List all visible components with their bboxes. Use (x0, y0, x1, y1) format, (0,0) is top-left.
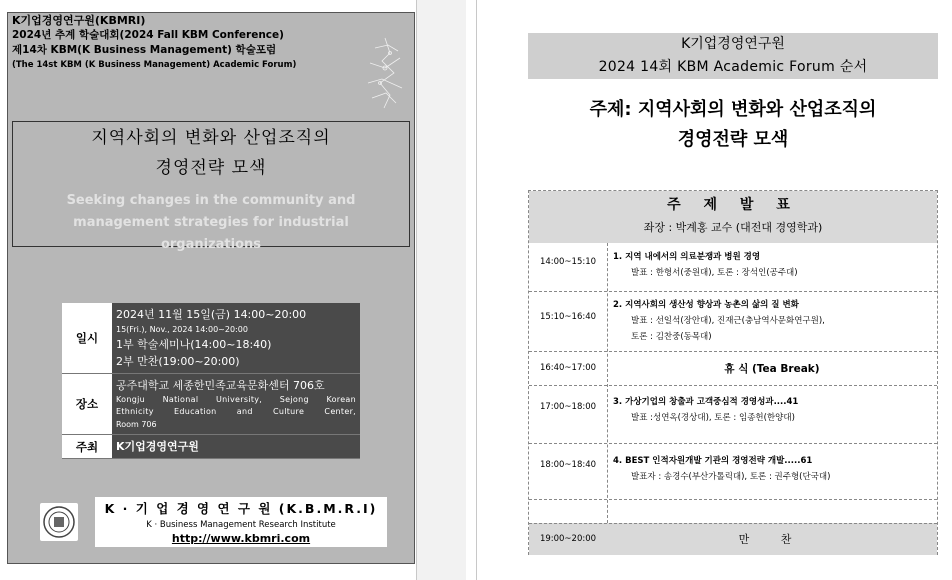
place-ko: 공주대학교 세종한민족교육문화센터 706호 (116, 379, 325, 392)
session-people: 발표 : 선일석(장안대), 진재근(충남역사문화연구원), (631, 316, 825, 326)
cover-header (12, 13, 296, 72)
schedule-header (529, 191, 937, 243)
footer-org-en: K · Business Management Research Institute (146, 520, 336, 530)
cover-title-en (13, 190, 409, 256)
cover-title-line2: 경영전략 모색 (155, 158, 267, 178)
session-content (613, 249, 798, 281)
session-chair: 좌장 : 박계홍 교수 (대전대 경영학과) (643, 221, 823, 234)
host-label: 주최 (62, 435, 112, 459)
session-people: 발표 :성연옥(경상대), 토론 : 임종헌(한양대) (631, 413, 795, 423)
program-header (528, 33, 938, 79)
cover-org-line: K기업경영연구원(KBMRI) (12, 14, 146, 27)
place-en-3: Room 706 (116, 420, 157, 429)
program-org: K기업경영연구원 (681, 36, 785, 52)
session-row-3 (529, 385, 937, 444)
session-time: 18:00~18:40 (539, 460, 597, 470)
dinner-row (529, 523, 937, 555)
section-title: 주 제 발 표 (667, 197, 799, 213)
host-row (62, 435, 360, 459)
cover-title-box (12, 121, 410, 252)
dinner-label: 만 찬 (738, 533, 806, 546)
session-row-break (529, 351, 937, 386)
program-heading: 2024 14회 KBM Academic Forum 순서 (598, 59, 868, 75)
session-content (613, 297, 825, 345)
session-topic: 3. 가상기업의 창출과 고객중심적 경영성과....41 (613, 397, 799, 407)
cover-title-line1: 지역사회의 변화와 산업조직의 (91, 128, 331, 148)
session-topic: 1. 지역 내에서의 의료분쟁과 병원 경영 (613, 252, 761, 262)
footer-org-box (95, 497, 387, 547)
theme-line1: 주제: 지역사회의 변화와 산업조직의 (589, 99, 877, 120)
host-value (112, 435, 360, 459)
date-label: 일시 (62, 303, 112, 374)
schedule-table (528, 190, 938, 555)
page-edge-left (416, 0, 417, 580)
place-en-1: Kongju National University, Sejong Korean (116, 395, 356, 404)
session-time: 16:40~17:00 (539, 363, 597, 373)
session-row-1 (529, 243, 937, 291)
decorative-sketch-icon (360, 33, 410, 113)
footer-url-link[interactable]: http://www.kbmri.com (171, 532, 311, 545)
part2: 2부 만찬(19:00~20:00) (116, 355, 240, 368)
footer-org-ko: K · 기 업 경 영 연 구 원 (K.B.M.R.I) (104, 501, 378, 516)
date-row (62, 303, 360, 374)
place-label: 장소 (62, 374, 112, 435)
event-info-table (62, 303, 360, 459)
session-time: 15:10~16:40 (539, 312, 597, 322)
cover-forum-en: (The 14st KBM (K Business Management) Academic Forum) (12, 60, 297, 70)
date-main: 2024년 11월 15일(금) 14:00~20:00 (116, 308, 307, 321)
host-name: K기업경영연구원 (116, 440, 199, 453)
cover-forum-ko: 제14차 KBM(K Business Management) 학술포럼 (12, 44, 277, 56)
cover-title-en-3: organizations (160, 237, 262, 252)
place-en-2: Ethnicity Education and Culture Center, (116, 407, 356, 416)
session-topic: 2. 지역사회의 생산성 향상과 농촌의 삶의 질 변화 (613, 300, 799, 310)
session-people: 발표 : 한형서(중원대), 토론 : 장석인(공주대) (631, 268, 798, 278)
date-value (112, 303, 360, 374)
cover-title-en-2: management strategies for industrial (73, 215, 349, 230)
date-en: 15(Fri.), Nov., 2024 14:00~20:00 (116, 325, 248, 334)
page-edge-right (476, 0, 477, 580)
session-people: 발표자 : 송경수(부산가톨릭대), 토론 : 권주형(단국대) (631, 472, 831, 482)
cover-page (7, 12, 415, 564)
cover-title-en-1: Seeking changes in the community and (66, 193, 356, 208)
break-label: 휴 식 (Tea Break) (724, 363, 820, 375)
program-theme (528, 95, 938, 155)
dinner-time: 19:00~20:00 (539, 534, 597, 544)
place-value (112, 374, 360, 435)
session-content (613, 394, 798, 426)
session-topic: 4. BEST 인적자원개발 기관의 경영전략 개발.....61 (613, 456, 813, 466)
session-content (613, 453, 830, 485)
page-gutter (416, 0, 466, 580)
cover-conference: 2024년 추계 학술대회(2024 Fall KBM Conference) (12, 29, 284, 41)
spacer-row (529, 499, 937, 524)
place-row (62, 374, 360, 435)
session-time: 14:00~15:10 (539, 257, 597, 267)
session-row-2 (529, 291, 937, 352)
session-time: 17:00~18:00 (539, 402, 597, 412)
part1: 1부 학술세미나(14:00~18:40) (116, 338, 272, 351)
session-people-2: 토론 : 김찬중(동목대) (631, 332, 712, 342)
theme-line2: 경영전략 모색 (677, 129, 789, 150)
institute-seal-icon (40, 503, 78, 541)
session-row-4 (529, 443, 937, 500)
